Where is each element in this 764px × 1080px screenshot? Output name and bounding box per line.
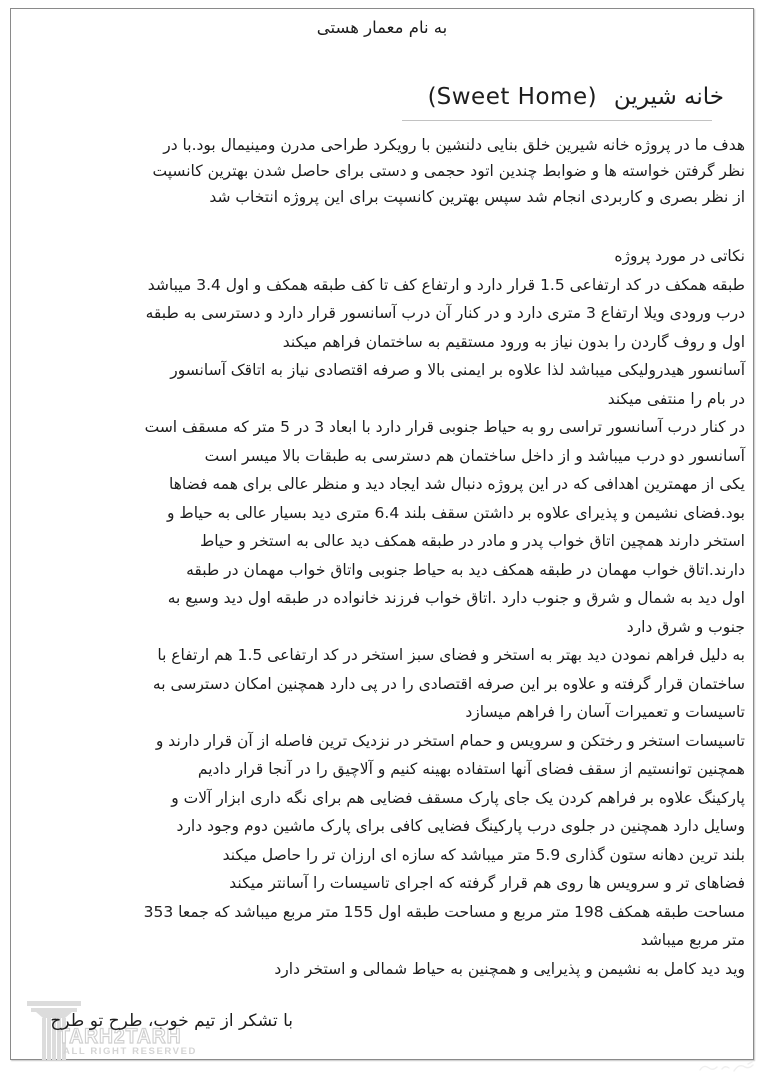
text-line: وسایل دارد همچنین در جلوی درب پارکینگ فضایی کافی برای پارک ماشین دوم وجود دارد (176, 817, 745, 835)
bismillah-line: به نام معمار هستی (316, 18, 448, 37)
text-line: هدف ما در پروژه خانه شیرین خلق بنایی دلنشین با رویکرد طراحی مدرن ومینیمال بود.با در (163, 136, 745, 154)
notes-section (12, 242, 745, 983)
text-line: همچنین توانستیم از سقف فضای آنها استفاده بهینه کنیم و آلاچیق را در آنجا قرار دادیم (197, 760, 745, 778)
title-persian: خانه شیرین (613, 84, 724, 110)
text-line: یکی از مهمترین اهدافی که در این پروژه دنبال شد ایجاد دید و منظر عالی برای همه فضاها (169, 475, 745, 493)
text-line: اول دید به شمال و شرق و جنوب دارد .اتاق خواب فرزند خانواده در طبقه اول دید وسیع به (167, 589, 745, 607)
text-line: فضاهای تر و سرویس ها روی هم قرار گرفته که اجرای تاسیسات را آسانتر میکند (229, 874, 745, 892)
text-line: نظر گرفتن خواسته ها و ضوابط چندین اتود حجمی و دستی برای حاصل شدن بهترین کانسپت (152, 162, 745, 180)
text-line: ساختمان قرار گرفته و علاوه بر این صرفه اقتصادی را در پی دارد همچنین امکان دسترسی به (152, 674, 745, 693)
notes-lines (12, 271, 745, 984)
text-line: به دلیل فراهم نمودن دید بهتر به استخر و فضای سبز استخر در کد ارتفاعی 1.5 هم ارتفاع با (157, 646, 745, 664)
text-line: متر مربع میباشد (640, 931, 745, 949)
text-line: بود.فضای نشیمن و پذیرای علاوه بر داشتن سقف بلند 6.4 متری دید بسیار عالی به حیاط و (166, 503, 745, 522)
watermark-rights-text: ALL RIGHT RESERVED (63, 1046, 198, 1057)
intro-paragraph (12, 132, 745, 210)
notes-heading: نکاتی در مورد پروژه (614, 247, 745, 265)
text-line: در بام را منتفی میکند (607, 389, 745, 408)
text-line: وید دید کامل به نشیمن و پذیرایی و همچنین به حیاط شمالی و استخر دارد (274, 959, 745, 978)
text-line: مساحت طبقه همکف 198 متر مربع و مساحت طبقه اول 155 متر مربع میباشد که جمعا 353 (143, 902, 745, 921)
text-line: اول و روف گاردن را بدون نیاز به ورود مستقیم به ساختمان فراهم میکند (282, 332, 745, 351)
title-underline (402, 120, 712, 121)
watermark-brand-text: TARH2TARH (58, 1025, 182, 1048)
text-line: بلند ترین دهانه ستون گذاری 5.9 متر میباشد که سازه ای ارزان تر را حاصل میکند (222, 845, 745, 864)
text-line: تاسیسات استخر و رختکن و سرویس و حمام استخر در نزدیک ترین فاصله از آن قرار دارند و (155, 731, 745, 750)
text-line: درب ورودی ویلا ارتفاع 3 متری دارد و در کنار آن درب آسانسور قرار دارد و دسترسی به طبقه (145, 304, 745, 322)
text-line: از نظر بصری و کاربردی انجام شد سپس بهترین کانسپت برای این پروژه انتخاب شد (209, 188, 745, 206)
text-line: آسانسور دو درب میباشد و از داخل ساختمان هم دسترسی به طبقات بالا میسر است (204, 446, 745, 465)
text-line: آسانسور هیدرولیکی میباشد لذا علاوه بر ایمنی بالا و صرفه اقتصادی نیاز به اتاقک آسانسور (170, 361, 745, 379)
text-line: طبقه همکف در کد ارتفاعی 1.5 قرار دارد و ارتفاع کف تا کف طبقه همکف و اول 3.4 میباشد (147, 275, 745, 294)
signature-line: با تشکر از تیم خوب، طرح تو طرح (50, 1011, 293, 1031)
title-english: (Sweet Home) (427, 84, 597, 110)
text-line: دارند.اتاق خواب مهمان در طبقه همکف دید به حیاط جنوبی واتاق خواب مهمان در طبقه (186, 560, 745, 579)
faint-scribble-icon (698, 1060, 756, 1076)
text-line: در کنار درب آسانسور تراسی رو به حیاط جنوبی قرار دارد با ابعاد 3 در 5 متر که مسقف است (144, 418, 745, 436)
text-line: استخر دارند همچین اتاق خواب پدر و مادر در طبقه همکف دید عالی به استخر و حیاط (199, 532, 745, 550)
text-line: جنوب و شرق دارد (626, 617, 745, 636)
text-line: پارکینگ علاوه بر فراهم کردن یک جای پارک مسقف فضایی هم برای نگه داری ابزار آلات و (171, 788, 745, 807)
document-title (428, 82, 724, 112)
text-line: تاسیسات و تعمیرات آسان را فراهم میسازد (465, 703, 745, 721)
